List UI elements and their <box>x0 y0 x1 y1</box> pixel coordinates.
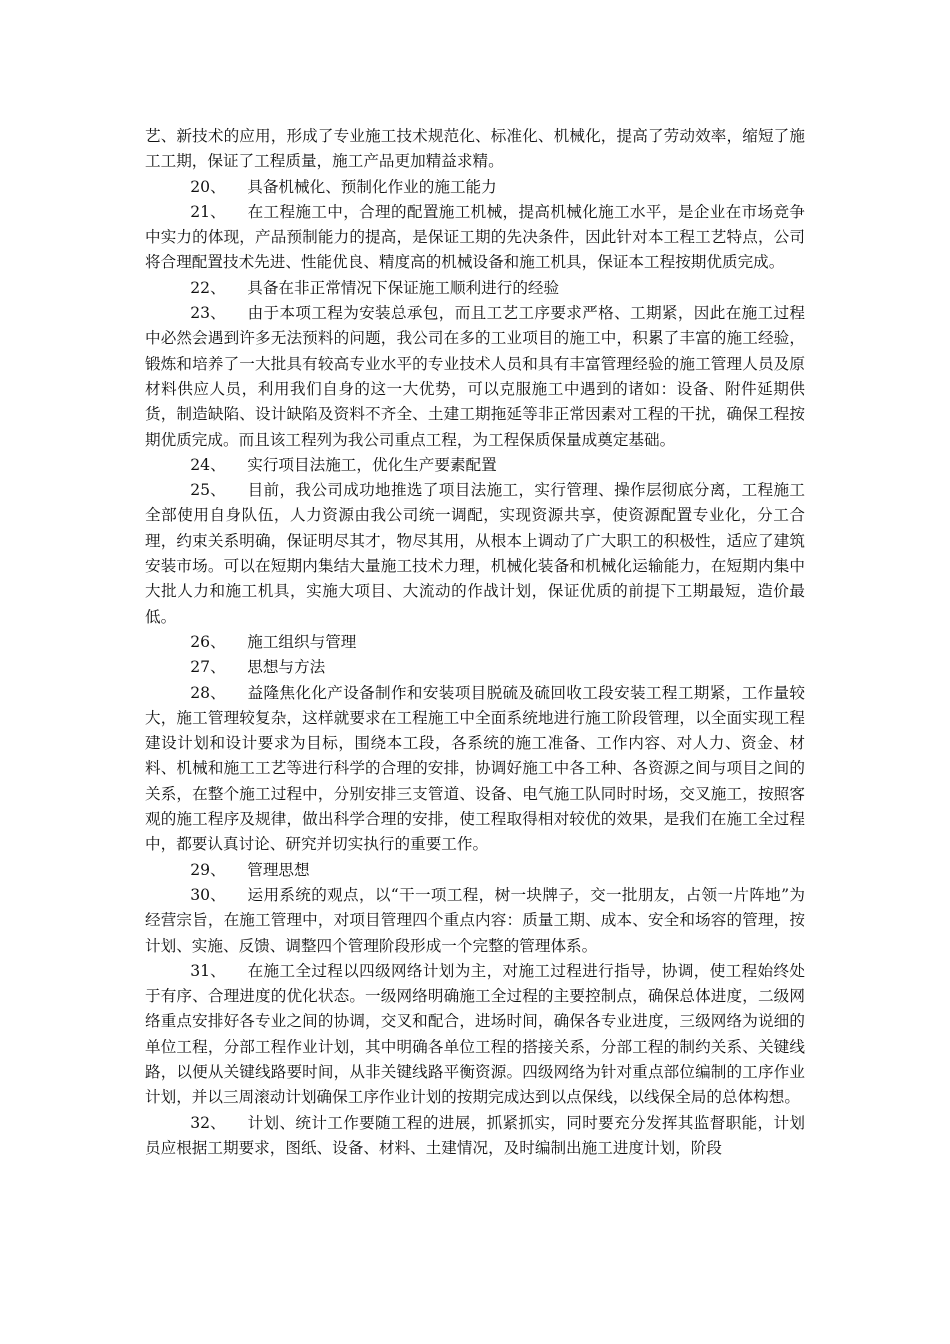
paragraph-text: 益隆焦化化产设备制作和安装项目脱硫及硫回收工段安装工程工期紧，工作量较大，施工管理较复杂，这样就要求在工程施工中全面系统地进行施工阶段管理，以全面实现工程建设计划和设计要求为目标，围绕本工段，各系统的施工准备、工作内容、对人力、资金、材料、机械和施工工艺等进行科学的合理的安排，协调好施工中各工种、各资源之间与项目之间的关系，在整个施工过程中，分别安排三支管道、设备、电气施工队同时时场，交叉施工，按照客观的施工程序及规律，做出科学合理的安排，使工程取得相对较优的效果，是我们在施工全过程中，都要认真讨论、研究并切实执行的重要工作。 <box>145 683 805 854</box>
paragraph-number: 29、 <box>190 860 226 879</box>
paragraph-number: 24、 <box>190 455 226 474</box>
paragraph <box>145 1111 805 1162</box>
paragraph-text: 艺、新技术的应用，形成了专业施工技术规范化、标准化、机械化，提高了劳动效率，缩短了施工工期，保证了工程质量，施工产品更加精益求精。 <box>145 127 805 171</box>
paragraph-text: 施工组织与管理 <box>247 632 357 651</box>
paragraph-number: 23、 <box>190 304 226 323</box>
paragraph-number: 27、 <box>190 658 226 677</box>
paragraph-number: 30、 <box>190 885 226 904</box>
paragraph <box>145 175 805 200</box>
paragraph <box>145 681 805 858</box>
paragraph-number: 22、 <box>190 278 226 297</box>
paragraph-text: 目前，我公司成功地推选了项目法施工，实行管理、操作层彻底分离，工程施工全部使用自身队伍，人力资源由我公司统一调配，实现资源共享，使资源配置专业化，分工合理，约束关系明确，保证明尽其才，物尽其用，从根本上调动了广大职工的积极性，适应了建筑安装市场。可以在短期内集结大量施工技术力理，机械化装备和机械化运输能力，在短期内集中大批人力和施工机具，实施大项目、大流动的作战计划，保证优质的前提下工期最短，造价最低。 <box>145 481 805 626</box>
paragraph-number: 26、 <box>190 632 226 651</box>
paragraph-number: 20、 <box>190 177 226 196</box>
paragraph-number: 25、 <box>190 481 226 500</box>
paragraph-number: 31、 <box>190 961 226 980</box>
document-body <box>145 124 805 1161</box>
paragraph-text: 计划、统计工作要随工程的进展，抓紧抓实，同时要充分发挥其监督职能，计划员应根据工期要求，图纸、设备、材料、土建情况，及时编制出施工进度计划，阶段 <box>145 1113 805 1157</box>
paragraph-text: 具备在非正常情况下保证施工顺利进行的经验 <box>247 278 560 297</box>
paragraph <box>145 655 805 680</box>
paragraph-text: 由于本项工程为安装总承包，而且工艺工序要求严格、工期紧，因此在施工过程中必然会遇到许多无法预料的问题，我公司在多的工业项目的施工中，积累了丰富的施工经验，锻炼和培养了一大批具有较高专业水平的专业技术人员和具有丰富管理经验的施工管理人员及原材料供应人员，利用我们自身的这一大优势，可以克服施工中遇到的诸如：设备、附件延期供货，制造缺陷、设计缺陷及资料不齐全、土建工期拖延等非正常因素对工程的干扰，确保工程按期优质完成。而且该工程列为我公司重点工程，为工程保质保量成奠定基础。 <box>145 304 805 449</box>
paragraph-text: 管理思想 <box>247 860 310 879</box>
paragraph-text: 具备机械化、预制化作业的施工能力 <box>247 177 497 196</box>
paragraph <box>145 200 805 276</box>
paragraph <box>145 959 805 1111</box>
paragraph-text: 在施工全过程以四级网络计划为主，对施工过程进行指导，协调，使工程始终处于有序、合理进度的优化状态。一级网络明确施工全过程的主要控制点，确保总体进度，二级网络重点安排好各专业之间的协调，交叉和配合，进场时间，确保各专业进度，三级网络为说细的单位工程，分部工程作业计划，其中明确各单位工程的搭接关系，分部工程的制约关系、关键线路，以便从关键线路要时间，从非关键线路平衡资源。四级网络为针对重点部位编制的工序作业计划，并以三周滚动计划确保工序作业计划的按期完成达到以点保线，以线保全局的总体构想。 <box>145 961 805 1107</box>
paragraph-number: 32、 <box>190 1113 226 1132</box>
paragraph-text: 在工程施工中，合理的配置施工机械，提高机械化施工水平，是企业在市场竞争中实力的体现，产品预制能力的提高，是保证工期的先决条件，因此针对本工程工艺特点，公司将合理配置技术先进、性能优良、精度高的机械设备和施工机具，保证本工程按期优质完成。 <box>145 202 805 272</box>
paragraph-text: 实行项目法施工，优化生产要素配置 <box>247 455 497 474</box>
paragraph <box>145 453 805 478</box>
paragraph-number: 21、 <box>190 202 226 221</box>
paragraph-text: 运用系统的观点，以“干一项工程，树一块牌子，交一批朋友，占领一片阵地”为经营宗旨，在施工管理中，对项目管理四个重点内容：质量工期、成本、安全和场容的管理，按计划、实施、反馈、调整四个管理阶段形成一个完整的管理体系。 <box>145 885 805 955</box>
paragraph-text: 思想与方法 <box>247 658 326 677</box>
paragraph <box>145 883 805 959</box>
paragraph <box>145 630 805 655</box>
paragraph <box>145 276 805 301</box>
paragraph <box>145 301 805 453</box>
paragraph <box>145 124 805 175</box>
paragraph-number: 28、 <box>190 683 226 702</box>
paragraph <box>145 478 805 630</box>
paragraph <box>145 858 805 883</box>
